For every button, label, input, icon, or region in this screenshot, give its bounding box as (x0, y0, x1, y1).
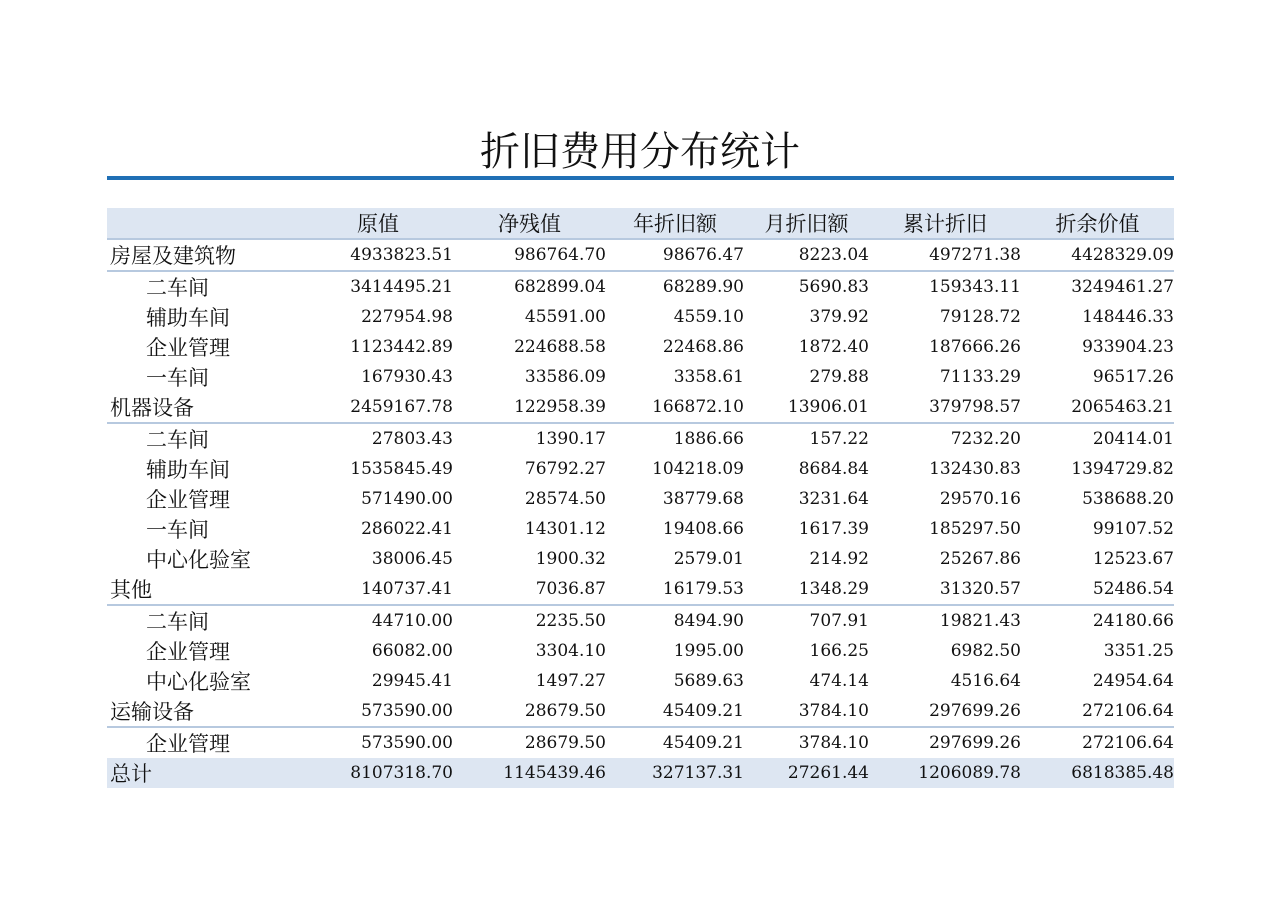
table-row (107, 727, 1174, 758)
value-cell: 7232.20 (950, 429, 1021, 449)
value-cell: 227954.98 (361, 307, 453, 327)
row-label: 二车间 (146, 610, 209, 634)
table-row (107, 514, 1174, 544)
value-cell: 571490.00 (361, 489, 453, 509)
header-cell: 净残值 (453, 208, 606, 239)
value-cell: 1872.40 (798, 337, 869, 357)
value-cell: 71133.29 (939, 367, 1021, 387)
value-cell: 3784.10 (798, 733, 869, 753)
value-cell: 167930.43 (361, 367, 453, 387)
header-cell: 月折旧额 (744, 208, 869, 239)
value-cell: 148446.33 (1082, 307, 1174, 327)
value-cell: 8223.04 (744, 239, 869, 271)
value-cell: 76792.27 (524, 459, 606, 479)
value-cell: 3231.64 (798, 489, 869, 509)
value-cell: 25267.86 (939, 549, 1021, 569)
value-cell: 224688.58 (514, 337, 606, 357)
value-cell: 27803.43 (371, 429, 453, 449)
row-label: 企业管理 (146, 732, 230, 756)
value-cell: 29570.16 (939, 489, 1021, 509)
value-cell: 1995.00 (673, 641, 744, 661)
value-cell: 1886.66 (673, 429, 744, 449)
value-cell: 8494.90 (673, 611, 744, 631)
value-cell: 1145439.46 (453, 758, 606, 788)
value-cell: 8684.84 (798, 459, 869, 479)
value-cell: 99107.52 (1092, 519, 1174, 539)
value-cell: 4428329.09 (1021, 239, 1174, 271)
value-cell: 19408.66 (662, 519, 744, 539)
value-cell: 2065463.21 (1021, 392, 1174, 423)
value-cell: 27261.44 (744, 758, 869, 788)
value-cell: 214.92 (809, 549, 869, 569)
value-cell: 28679.50 (453, 696, 606, 727)
value-cell: 140737.41 (303, 574, 453, 605)
value-cell: 1123442.89 (350, 337, 453, 357)
value-cell: 1900.32 (535, 549, 606, 569)
value-cell: 3249461.27 (1071, 277, 1174, 297)
value-cell: 573590.00 (361, 733, 453, 753)
row-label: 二车间 (146, 428, 209, 452)
value-cell: 3358.61 (673, 367, 744, 387)
header-cell: 原值 (303, 208, 453, 239)
table-row (107, 666, 1174, 696)
value-cell: 187666.26 (929, 337, 1021, 357)
depreciation-table (107, 208, 1174, 788)
table-row (107, 271, 1174, 302)
table-row (107, 484, 1174, 514)
value-cell: 3784.10 (744, 696, 869, 727)
value-cell: 132430.83 (929, 459, 1021, 479)
total-row (107, 758, 1174, 788)
value-cell: 3351.25 (1103, 641, 1174, 661)
value-cell: 286022.41 (361, 519, 453, 539)
row-label: 中心化验室 (146, 670, 251, 694)
value-cell: 2459167.78 (303, 392, 453, 423)
row-label: 其他 (107, 574, 303, 605)
value-cell: 1535845.49 (350, 459, 453, 479)
value-cell: 31320.57 (869, 574, 1021, 605)
row-label: 企业管理 (146, 336, 230, 360)
header-cell: 年折旧额 (606, 208, 744, 239)
row-label: 企业管理 (146, 640, 230, 664)
value-cell: 45591.00 (524, 307, 606, 327)
value-cell: 986764.70 (453, 239, 606, 271)
table-row (107, 636, 1174, 666)
value-cell: 1348.29 (744, 574, 869, 605)
value-cell: 52486.54 (1021, 574, 1174, 605)
value-cell: 38779.68 (662, 489, 744, 509)
value-cell: 98676.47 (606, 239, 744, 271)
category-row (107, 574, 1174, 605)
value-cell: 2235.50 (535, 611, 606, 631)
table-header-row (107, 208, 1174, 239)
value-cell: 933904.23 (1082, 337, 1174, 357)
value-cell: 45409.21 (662, 733, 744, 753)
row-label: 一车间 (146, 366, 209, 390)
row-label: 房屋及建筑物 (107, 239, 303, 271)
table-row (107, 423, 1174, 454)
header-cell: 累计折旧 (869, 208, 1021, 239)
value-cell: 79128.72 (939, 307, 1021, 327)
value-cell: 1497.27 (535, 671, 606, 691)
table-row (107, 454, 1174, 484)
category-row (107, 392, 1174, 423)
value-cell: 96517.26 (1092, 367, 1174, 387)
value-cell: 707.91 (809, 611, 869, 631)
value-cell: 3414495.21 (350, 277, 453, 297)
value-cell: 29945.41 (371, 671, 453, 691)
value-cell: 33586.09 (524, 367, 606, 387)
value-cell: 297699.26 (869, 696, 1021, 727)
value-cell: 2579.01 (673, 549, 744, 569)
row-label: 机器设备 (107, 392, 303, 423)
row-label: 辅助车间 (146, 306, 230, 330)
value-cell: 6982.50 (950, 641, 1021, 661)
value-cell: 166.25 (809, 641, 869, 661)
row-label: 中心化验室 (146, 548, 251, 572)
value-cell: 1394729.82 (1071, 459, 1174, 479)
value-cell: 6818385.48 (1021, 758, 1174, 788)
value-cell: 122958.39 (453, 392, 606, 423)
value-cell: 166872.10 (606, 392, 744, 423)
header-cell: 折余价值 (1021, 208, 1174, 239)
header-cell-blank (107, 208, 303, 239)
value-cell: 7036.87 (453, 574, 606, 605)
table-row (107, 605, 1174, 636)
value-cell: 327137.31 (606, 758, 744, 788)
value-cell: 45409.21 (606, 696, 744, 727)
value-cell: 185297.50 (929, 519, 1021, 539)
value-cell: 682899.04 (514, 277, 606, 297)
value-cell: 24180.66 (1092, 611, 1174, 631)
value-cell: 28574.50 (524, 489, 606, 509)
value-cell: 13906.01 (744, 392, 869, 423)
value-cell: 159343.11 (929, 277, 1021, 297)
row-label: 辅助车间 (146, 458, 230, 482)
value-cell: 5690.83 (798, 277, 869, 297)
value-cell: 573590.00 (303, 696, 453, 727)
row-label: 一车间 (146, 518, 209, 542)
row-label: 二车间 (146, 276, 209, 300)
title-divider (107, 176, 1174, 180)
value-cell: 297699.26 (929, 733, 1021, 753)
table-row (107, 362, 1174, 392)
value-cell: 44710.00 (371, 611, 453, 631)
value-cell: 38006.45 (371, 549, 453, 569)
value-cell: 14301.12 (524, 519, 606, 539)
value-cell: 19821.43 (939, 611, 1021, 631)
value-cell: 157.22 (809, 429, 869, 449)
value-cell: 3304.10 (535, 641, 606, 661)
value-cell: 5689.63 (673, 671, 744, 691)
table-body (107, 239, 1174, 788)
value-cell: 272106.64 (1082, 733, 1174, 753)
category-row (107, 239, 1174, 271)
value-cell: 1206089.78 (869, 758, 1021, 788)
value-cell: 68289.90 (662, 277, 744, 297)
value-cell: 1617.39 (798, 519, 869, 539)
value-cell: 66082.00 (371, 641, 453, 661)
value-cell: 22468.86 (662, 337, 744, 357)
page-title: 折旧费用分布统计 (480, 129, 800, 175)
row-label: 总计 (107, 758, 303, 788)
value-cell: 24954.64 (1092, 671, 1174, 691)
row-label: 运输设备 (107, 696, 303, 727)
value-cell: 474.14 (809, 671, 869, 691)
value-cell: 272106.64 (1021, 696, 1174, 727)
value-cell: 104218.09 (652, 459, 744, 479)
value-cell: 4516.64 (950, 671, 1021, 691)
value-cell: 28679.50 (524, 733, 606, 753)
value-cell: 1390.17 (535, 429, 606, 449)
value-cell: 8107318.70 (303, 758, 453, 788)
value-cell: 279.88 (809, 367, 869, 387)
value-cell: 4559.10 (673, 307, 744, 327)
table-row (107, 302, 1174, 332)
table-row (107, 544, 1174, 574)
value-cell: 379.92 (809, 307, 869, 327)
value-cell: 16179.53 (606, 574, 744, 605)
value-cell: 379798.57 (869, 392, 1021, 423)
value-cell: 497271.38 (869, 239, 1021, 271)
value-cell: 12523.67 (1092, 549, 1174, 569)
row-label: 企业管理 (146, 488, 230, 512)
value-cell: 538688.20 (1082, 489, 1174, 509)
value-cell: 4933823.51 (303, 239, 453, 271)
table-row (107, 332, 1174, 362)
value-cell: 20414.01 (1092, 429, 1174, 449)
category-row (107, 696, 1174, 727)
